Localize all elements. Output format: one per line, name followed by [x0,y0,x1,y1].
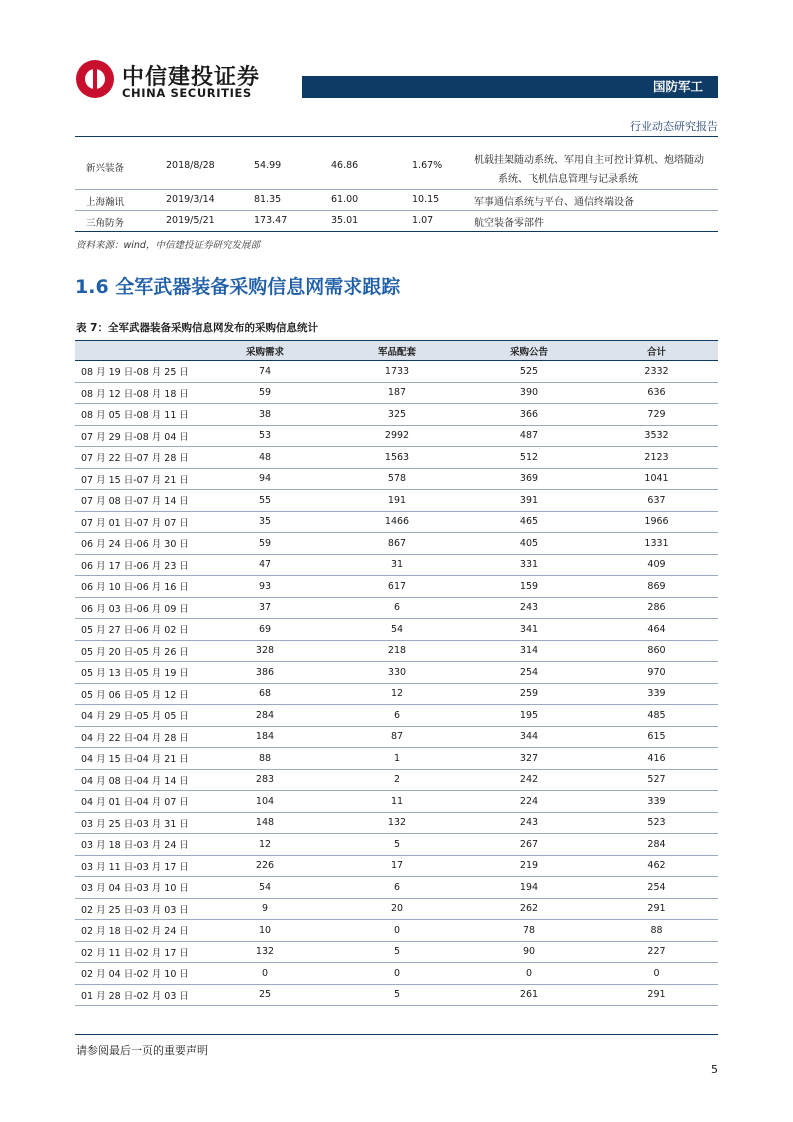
value-cell: 48 [199,447,331,469]
ipo-cell-name: 上海瀚讯 [86,197,125,208]
column-header: 采购公告 [463,341,595,361]
value-cell: 74 [199,361,331,383]
value-cell: 369 [463,468,595,490]
value-cell: 25 [199,984,331,1006]
value-cell: 88 [199,748,331,770]
value-cell: 9 [199,898,331,920]
ipo-cell-date: 2019/5/21 [166,215,215,226]
period-cell: 07 月 01 日-07 月 07 日 [75,511,199,533]
row-divider [75,231,718,232]
table-row [75,812,718,834]
value-cell: 219 [463,855,595,877]
value-cell: 195 [463,705,595,727]
table-row [75,941,718,963]
value-cell: 1966 [595,511,718,533]
value-cell: 2 [331,769,463,791]
table-row [75,447,718,469]
value-cell: 54 [331,619,463,641]
value-cell: 69 [199,619,331,641]
value-cell: 1331 [595,533,718,555]
value-cell: 0 [331,963,463,985]
ipo-cell-business: 系统、飞机信息管理与记录系统 [498,174,638,185]
sector-tag: 国防军工 [638,76,718,98]
value-cell: 327 [463,748,595,770]
table-row [75,877,718,899]
value-cell: 465 [463,511,595,533]
value-cell: 132 [331,812,463,834]
period-cell: 03 月 18 日-03 月 24 日 [75,834,199,856]
value-cell: 267 [463,834,595,856]
period-cell: 02 月 04 日-02 月 10 日 [75,963,199,985]
value-cell: 55 [199,490,331,512]
ipo-cell-name: 新兴装备 [86,163,125,174]
value-cell: 93 [199,576,331,598]
period-cell: 03 月 25 日-03 月 31 日 [75,812,199,834]
period-cell: 04 月 01 日-04 月 07 日 [75,791,199,813]
table-row [75,726,718,748]
value-cell: 224 [463,791,595,813]
value-cell: 5 [331,941,463,963]
value-cell: 12 [331,683,463,705]
column-header: 军品配套 [331,341,463,361]
table-row [75,662,718,684]
period-cell: 05 月 27 日-06 月 02 日 [75,619,199,641]
table-row [75,791,718,813]
value-cell: 1466 [331,511,463,533]
value-cell: 262 [463,898,595,920]
value-cell: 59 [199,382,331,404]
value-cell: 11 [331,791,463,813]
value-cell: 325 [331,404,463,426]
period-cell: 05 月 06 日-05 月 12 日 [75,683,199,705]
value-cell: 485 [595,705,718,727]
period-cell: 03 月 11 日-03 月 17 日 [75,855,199,877]
table-row [75,640,718,662]
value-cell: 523 [595,812,718,834]
ipo-cell-date: 2019/3/14 [166,194,215,205]
value-cell: 0 [595,963,718,985]
value-cell: 227 [595,941,718,963]
value-cell: 386 [199,662,331,684]
value-cell: 243 [463,812,595,834]
value-cell: 104 [199,791,331,813]
value-cell: 390 [463,382,595,404]
value-cell: 148 [199,812,331,834]
value-cell: 54 [199,877,331,899]
value-cell: 242 [463,769,595,791]
value-cell: 405 [463,533,595,555]
brand-name-en: CHINA SECURITIES [122,86,252,100]
value-cell: 94 [199,468,331,490]
ipo-cell-v3: 10.15 [412,194,440,205]
ipo-cell-v1: 81.35 [254,194,282,205]
value-cell: 1563 [331,447,463,469]
value-cell: 254 [595,877,718,899]
value-cell: 5 [331,834,463,856]
disclaimer-note: 请参阅最后一页的重要声明 [76,1044,208,1057]
value-cell: 259 [463,683,595,705]
value-cell: 869 [595,576,718,598]
table-row [75,511,718,533]
value-cell: 12 [199,834,331,856]
value-cell: 59 [199,533,331,555]
table-row [75,769,718,791]
table-row [75,619,718,641]
period-cell: 05 月 13 日-05 月 19 日 [75,662,199,684]
table-row [75,920,718,942]
value-cell: 87 [331,726,463,748]
table-row [75,984,718,1006]
value-cell: 339 [595,791,718,813]
value-cell: 10 [199,920,331,942]
ipo-cell-v2: 35.01 [331,215,359,226]
value-cell: 31 [331,554,463,576]
value-cell: 464 [595,619,718,641]
value-cell: 184 [199,726,331,748]
value-cell: 261 [463,984,595,1006]
value-cell: 284 [199,705,331,727]
value-cell: 860 [595,640,718,662]
period-cell: 07 月 29 日-08 月 04 日 [75,425,199,447]
value-cell: 314 [463,640,595,662]
ipo-cell-v1: 54.99 [254,160,282,171]
value-cell: 243 [463,597,595,619]
value-cell: 53 [199,425,331,447]
period-cell: 01 月 28 日-02 月 03 日 [75,984,199,1006]
period-cell: 02 月 11 日-02 月 17 日 [75,941,199,963]
ipo-cell-business: 军事通信系统与平台、通信终端设备 [474,197,634,208]
value-cell: 291 [595,984,718,1006]
value-cell: 578 [331,468,463,490]
value-cell: 35 [199,511,331,533]
value-cell: 2992 [331,425,463,447]
table-header-row [75,341,718,361]
value-cell: 527 [595,769,718,791]
value-cell: 88 [595,920,718,942]
period-cell: 06 月 24 日-06 月 30 日 [75,533,199,555]
ipo-cell-date: 2018/8/28 [166,160,215,171]
ipo-cell-business: 机载挂架随动系统、军用自主可控计算机、炮塔随动 [474,155,704,166]
value-cell: 1733 [331,361,463,383]
value-cell: 1041 [595,468,718,490]
value-cell: 341 [463,619,595,641]
ipo-cell-v1: 173.47 [254,215,288,226]
value-cell: 416 [595,748,718,770]
period-cell: 04 月 22 日-04 月 28 日 [75,726,199,748]
period-cell: 08 月 19 日-08 月 25 日 [75,361,199,383]
value-cell: 132 [199,941,331,963]
row-divider [75,210,718,211]
header-divider [75,136,718,137]
value-cell: 867 [331,533,463,555]
value-cell: 20 [331,898,463,920]
value-cell: 254 [463,662,595,684]
ipo-cell-v3: 1.07 [412,215,434,226]
ipo-cell-v2: 46.86 [331,160,359,171]
table-row [75,597,718,619]
table-row [75,361,718,383]
value-cell: 409 [595,554,718,576]
period-cell: 07 月 08 日-07 月 14 日 [75,490,199,512]
row-divider [75,189,718,190]
table-row [75,705,718,727]
table-row [75,834,718,856]
brand-logo-icon [76,60,114,98]
value-cell: 187 [331,382,463,404]
period-cell: 06 月 10 日-06 月 16 日 [75,576,199,598]
value-cell: 291 [595,898,718,920]
period-cell: 04 月 08 日-04 月 14 日 [75,769,199,791]
ipo-cell-v3: 1.67% [412,160,443,171]
value-cell: 0 [463,963,595,985]
period-cell: 05 月 20 日-05 月 26 日 [75,640,199,662]
table-row [75,404,718,426]
column-header: 合计 [595,341,718,361]
ipo-cell-business: 航空装备零部件 [474,218,544,229]
table-caption: 表 7：全军武器装备采购信息网发布的采购信息统计 [76,322,318,334]
value-cell: 512 [463,447,595,469]
table-row [75,898,718,920]
value-cell: 366 [463,404,595,426]
value-cell: 391 [463,490,595,512]
value-cell: 283 [199,769,331,791]
table-row [75,382,718,404]
value-cell: 17 [331,855,463,877]
value-cell: 487 [463,425,595,447]
period-cell: 02 月 25 日-03 月 03 日 [75,898,199,920]
value-cell: 729 [595,404,718,426]
section-title: 1.6 全军武器装备采购信息网需求跟踪 [75,276,401,298]
value-cell: 78 [463,920,595,942]
period-cell: 08 月 05 日-08 月 11 日 [75,404,199,426]
period-cell: 04 月 15 日-04 月 21 日 [75,748,199,770]
value-cell: 6 [331,705,463,727]
value-cell: 38 [199,404,331,426]
value-cell: 2332 [595,361,718,383]
value-cell: 328 [199,640,331,662]
value-cell: 3532 [595,425,718,447]
ipo-cell-name: 三角防务 [86,218,125,229]
column-header: 采购需求 [199,341,331,361]
value-cell: 6 [331,877,463,899]
table-row [75,683,718,705]
value-cell: 226 [199,855,331,877]
brand-name-cn: 中信建投证券 [122,65,261,90]
value-cell: 0 [199,963,331,985]
procurement-table [75,340,718,1006]
value-cell: 286 [595,597,718,619]
period-cell: 03 月 04 日-03 月 10 日 [75,877,199,899]
period-cell: 02 月 18 日-02 月 24 日 [75,920,199,942]
table-row [75,748,718,770]
value-cell: 637 [595,490,718,512]
ipo-cell-v2: 61.00 [331,194,359,205]
value-cell: 636 [595,382,718,404]
period-cell: 08 月 12 日-08 月 18 日 [75,382,199,404]
period-cell: 06 月 17 日-06 月 23 日 [75,554,199,576]
value-cell: 617 [331,576,463,598]
table-row [75,963,718,985]
table-row [75,533,718,555]
footer-divider [75,1034,718,1035]
table-row [75,425,718,447]
value-cell: 462 [595,855,718,877]
value-cell: 191 [331,490,463,512]
value-cell: 194 [463,877,595,899]
value-cell: 339 [595,683,718,705]
value-cell: 1 [331,748,463,770]
value-cell: 159 [463,576,595,598]
value-cell: 47 [199,554,331,576]
column-header [75,341,199,361]
value-cell: 331 [463,554,595,576]
table-row [75,468,718,490]
table-row [75,490,718,512]
report-type: 行业动态研究报告 [630,120,718,133]
value-cell: 2123 [595,447,718,469]
value-cell: 68 [199,683,331,705]
period-cell: 07 月 15 日-07 月 21 日 [75,468,199,490]
value-cell: 615 [595,726,718,748]
value-cell: 37 [199,597,331,619]
value-cell: 90 [463,941,595,963]
value-cell: 0 [331,920,463,942]
value-cell: 344 [463,726,595,748]
period-cell: 06 月 03 日-06 月 09 日 [75,597,199,619]
value-cell: 5 [331,984,463,1006]
value-cell: 970 [595,662,718,684]
value-cell: 525 [463,361,595,383]
value-cell: 218 [331,640,463,662]
value-cell: 6 [331,597,463,619]
table-row [75,576,718,598]
table-source: 资料来源：wind，中信建投证券研究发展部 [76,240,260,251]
value-cell: 284 [595,834,718,856]
period-cell: 07 月 22 日-07 月 28 日 [75,447,199,469]
value-cell: 330 [331,662,463,684]
page-number: 5 [711,1063,718,1076]
table-row [75,554,718,576]
period-cell: 04 月 29 日-05 月 05 日 [75,705,199,727]
table-row [75,855,718,877]
